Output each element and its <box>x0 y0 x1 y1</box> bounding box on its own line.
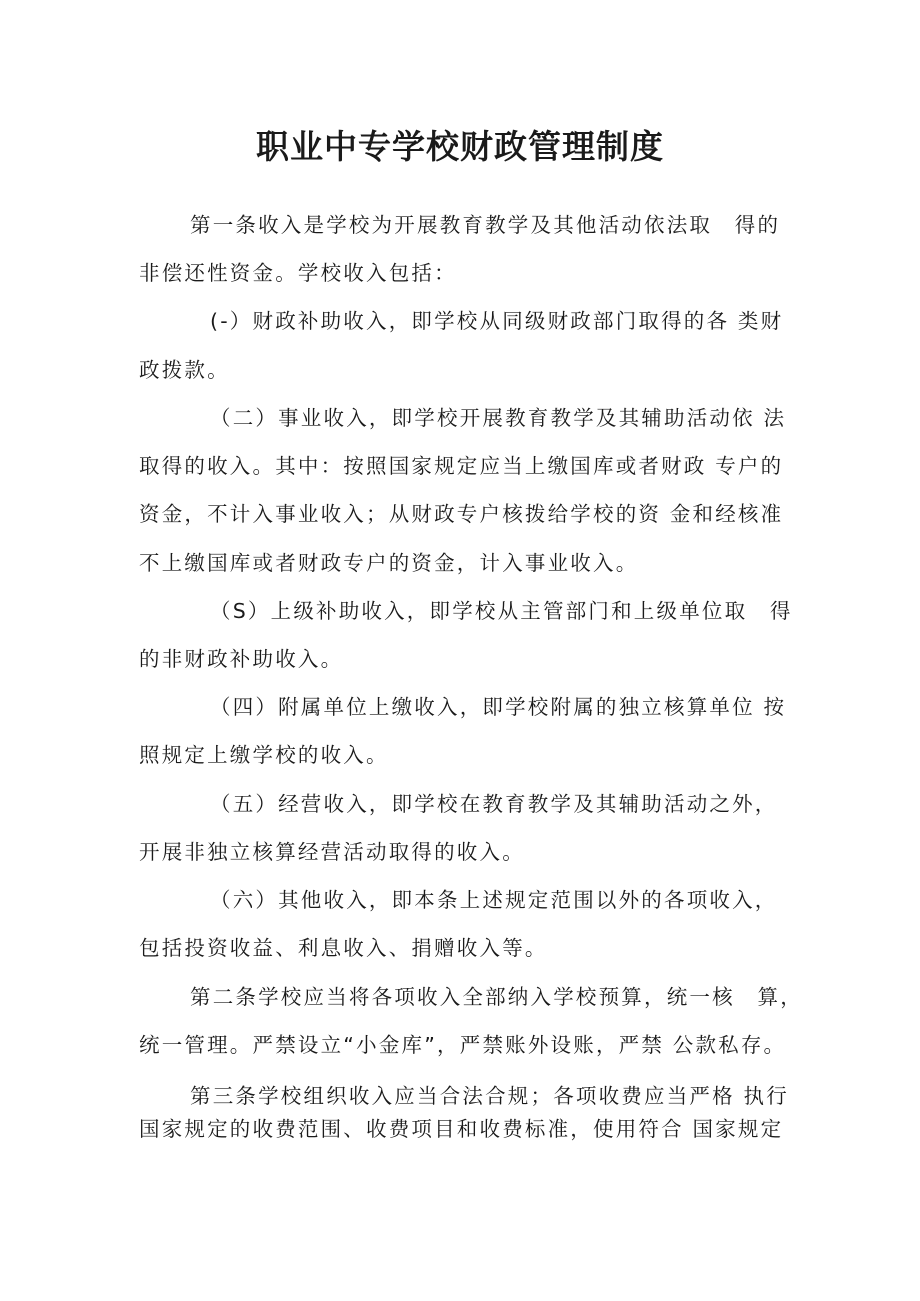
text-line: 资金，不计入事业收入；从财政专户核拨给学校的资 金和经核准 <box>139 502 784 526</box>
text-line: 的非财政补助收入。 <box>139 647 344 671</box>
text-line: （S）上级补助收入，即学校从主管部门和上级单位取 得 <box>210 599 793 623</box>
text-line: 照规定上缴学校的收入。 <box>139 743 389 767</box>
text-line: 不上缴国库或者财政专户的资金，计入事业收入。 <box>139 551 639 575</box>
text-line: 政拨款。 <box>139 358 230 382</box>
text-line: （六）其他收入，即本条上述规定范围以外的各项收入， <box>210 888 778 912</box>
text-line: 第一条收入是学校为开展教育教学及其他活动依法取 得的 <box>190 213 781 237</box>
text-line: （四）附属单位上缴收入，即学校附属的独立核算单位 按 <box>210 695 787 719</box>
text-line: 第二条学校应当将各项收入全部纳入学校预算，统一核 算， <box>190 985 803 1009</box>
text-line: 包括投资收益、利息收入、捐赠收入等。 <box>139 936 548 960</box>
text-line: (-）财政补助收入，即学校从同级财政部门取得的各 类财 <box>210 309 784 333</box>
text-line: 国家规定的收费范围、收费项目和收费标准，使用符合 国家规定 <box>139 1117 784 1141</box>
text-line: 开展非独立核算经营活动取得的收入。 <box>139 840 525 864</box>
text-line: 非偿还性资金。学校收入包括： <box>139 261 457 285</box>
text-line: 统一管理。严禁设立“小金库”，严禁账外设账，严禁 公款私存。 <box>139 1033 787 1057</box>
text-line: （五）经营收入，即学校在教育教学及其辅助活动之外， <box>210 792 778 816</box>
text-line: 取得的收入。其中：按照国家规定应当上缴国库或者财政 专户的 <box>139 454 784 478</box>
text-line: （二）事业收入，即学校开展教育教学及其辅助活动依 法 <box>210 406 787 430</box>
text-line: 第三条学校组织收入应当合法合规；各项收费应当严格 执行 <box>190 1084 789 1108</box>
document-title: 职业中专学校财政管理制度 <box>256 127 664 166</box>
